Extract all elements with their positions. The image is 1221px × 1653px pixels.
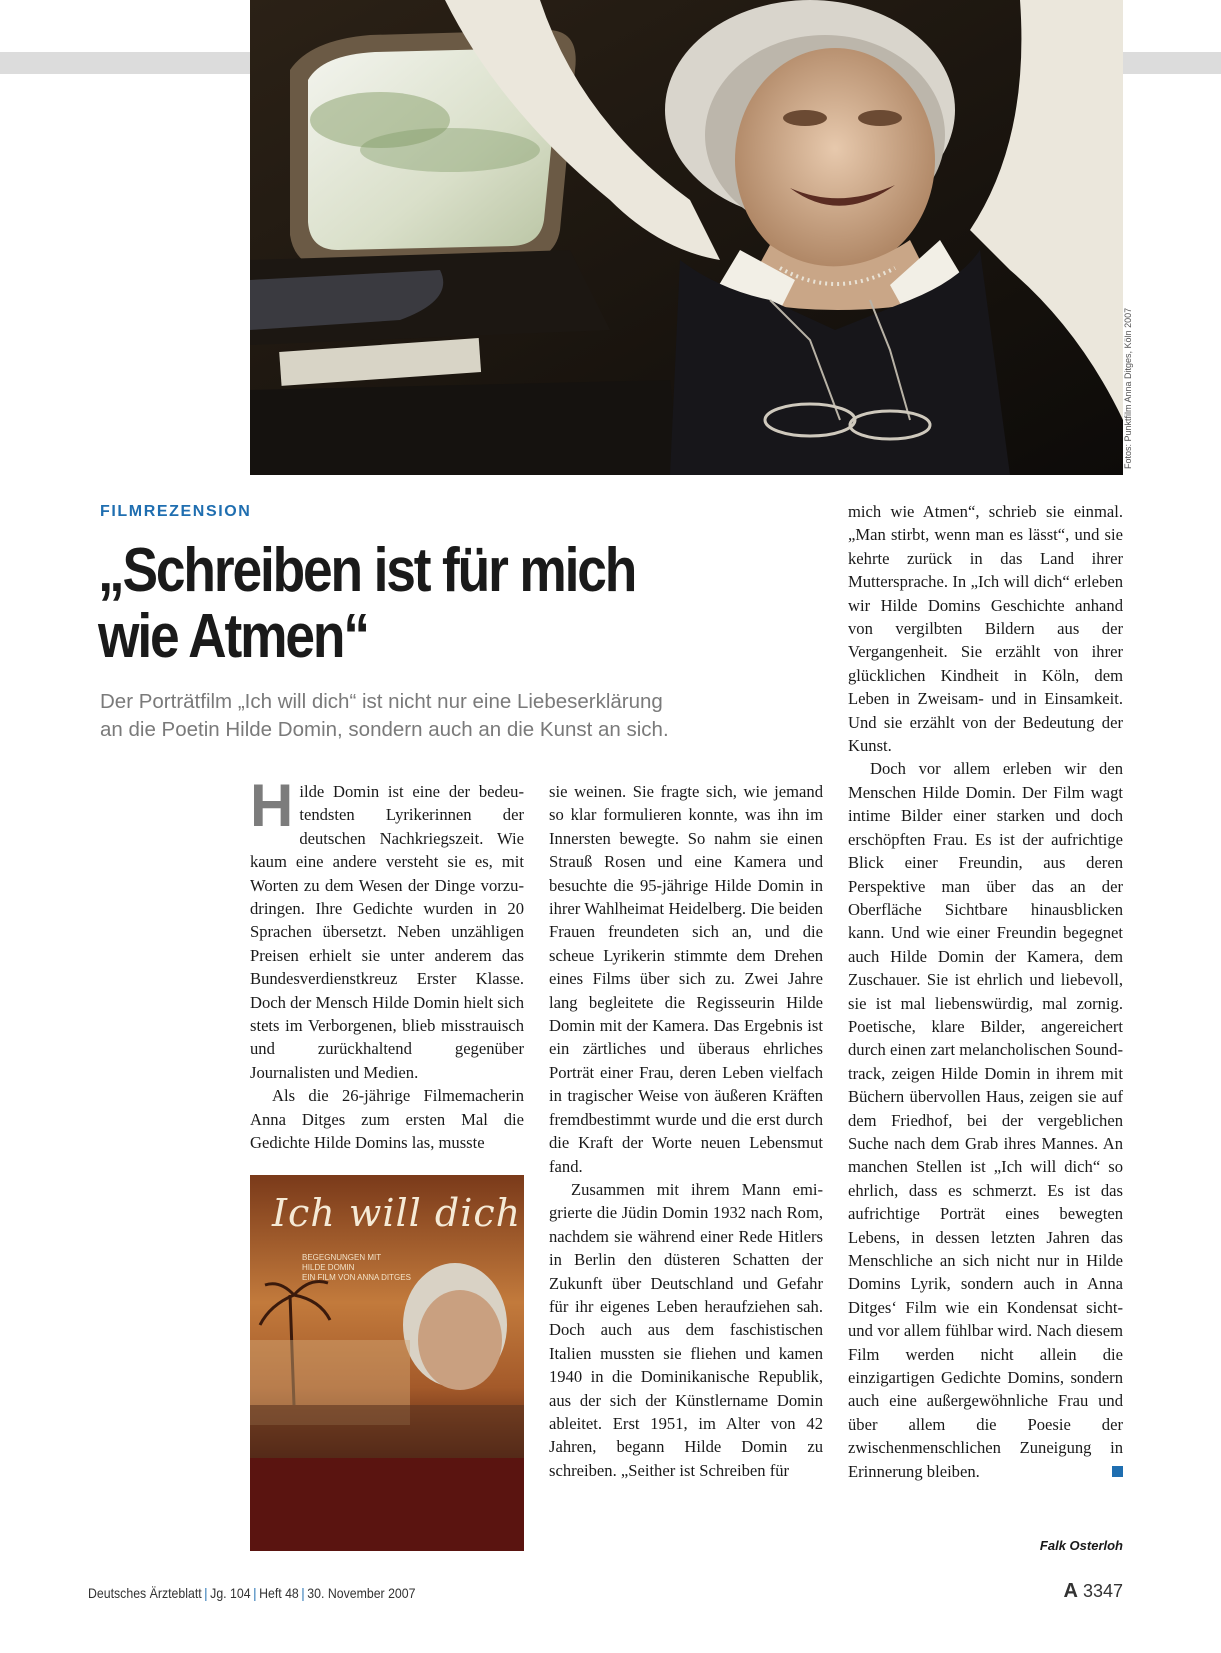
footer-citation (88, 1585, 415, 1601)
poster-subtitle-line: BEGEGNUNGEN MIT (302, 1253, 382, 1262)
deck-line: an die Poetin Hilde Domin, sondern auch an die Kunst an sich. (100, 718, 669, 741)
poster-credits-block (250, 1458, 524, 1551)
page-number (1063, 1580, 1123, 1603)
end-mark-square (1112, 1466, 1123, 1477)
hero-photo (250, 0, 1123, 475)
paragraph: Zusammen mit ihrem Mann emigrierte die Jüdin Domin 1932 nach Rom, nachdem sie während einer Rede Hitlers in Berlin den düsteren Schatten der Zukunft über Deutschland und Gefahr für ihr eigenes Leben heraufziehen sah. Doch auch aus dem faschistischen Italien mussten sie fliehen und kamen 1940 in die Dominikanische Republik, aus der sich der Künstlername Domin ableitet. Erst 1951, im Alter von 42 Jahren, begann Hilde Domin zu schreiben. „Seither ist Schreiben für (549, 1179, 823, 1480)
article-deck (100, 688, 760, 744)
poster-subtitle (302, 1253, 411, 1283)
article-column-3 (848, 500, 1123, 1483)
footer-separator: | (301, 1585, 305, 1601)
paragraph: Als die 26-jährige Filmemacherin Anna Ditges zum ersten Mal die Gedichte Hilde Domins las, musste (250, 1086, 524, 1153)
paragraph: mich wie Atmen“, schrieb sie einmal. „Man stirbt, wenn man es lässt“, und sie kehrte zurück in das Land ihrer Muttersprache. In „Ich will dich“ erleben wir Hilde Domins Geschichte anhand von vergilbten Bildern aus der Vergangenheit. Sie erzählt von ihrer glücklichen Kindheit in Köln, dem Leben in Zweisam- und in Einsamkeit. Und sie erzählt von der Bedeutung der Kunst. (848, 502, 1123, 756)
page-prefix: A (1063, 1580, 1078, 1602)
article-headline (98, 538, 700, 670)
poster-title: Ich will dich (272, 1191, 522, 1235)
footer-separator: | (253, 1585, 257, 1601)
header-bar-right (1123, 52, 1221, 74)
article-column-1 (250, 772, 524, 1155)
paragraph (848, 757, 1123, 1483)
poster-subtitle-line: HILDE DOMIN (302, 1263, 355, 1272)
headline-line: wie Atmen“ (98, 602, 368, 671)
article-author: Falk Osterloh (1039, 1538, 1123, 1553)
footer-issue: Heft 48 (259, 1585, 299, 1601)
poster-subtitle-line: EIN FILM VON ANNA DITGES (302, 1273, 411, 1282)
dropcap: H (250, 772, 294, 839)
paragraph: ilde Domin ist eine der bedeutendsten Lyrikerinnen der deutschen Nachkriegszeit. Wie kaum eine andere versteht sie es, mit Worten zu dem Wesen der Dinge vorzudringen. Ihre Gedichte wurden in 20 Sprachen übersetzt. Neben unzähligen Preisen erhielt sie unter anderem das Bundesverdienstkreuz Erster Klasse. Doch der Mensch Hilde Domin hielt sich stets im Verborgenen, blieb misstrauisch und zurückhaltend gegenüber Journalisten und Medien. (250, 782, 524, 1082)
deck-line: Der Porträtfilm „Ich will dich“ ist nicht nur eine Liebeserklärung (100, 690, 663, 713)
headline-line: „Schreiben ist für mich (98, 536, 636, 605)
footer-separator: | (204, 1585, 208, 1601)
footer-volume: Jg. 104 (210, 1585, 251, 1601)
footer-journal: Deutsches Ärzteblatt (88, 1585, 202, 1601)
page-number-value: 3347 (1082, 1581, 1123, 1601)
paragraph: sie weinen. Sie fragte sich, wie jemand so klar formulieren konnte, was ihn im Innersten bewegte. So nahm sie einen Strauß Rosen und eine Kamera und besuchte die 95-jährige Hilde Domin in ihrer Wahlheimat Heidelberg. Die beiden Frauen freundeten sich an, und die scheue Lyrikerin stimmte dem Drehen eines Films über sich zu. Zwei Jahre lang begleitete die Regisseurin Hilde Domin mit der Kamera. Das Ergebnis ist ein zärtliches und überaus ehrliches Porträt einer Frau, deren Leben vielfach in tragischer Weise von äußeren Kräften fremdbestimmt wurde und die erst durch die Kraft der Worte neuen Lebensmut fand. (549, 782, 823, 1176)
photo-credit: Fotos: Punktfilm Anna Ditges, Köln 2007 (1123, 307, 1133, 469)
film-poster (250, 1175, 524, 1551)
paragraph-text: Doch vor allem erleben wir den Menschen Hilde Domin. Der Film wagt intime Bilder einer starken und doch erschöpften Frau. Es ist der aufrichtige Blick einer Freundin, aus deren Perspektive man über das an der Oberfläche Sichtbare hinausblicken kann. Und wie einer Freundin begegnet auch Hilde Domin der Kamera, dem Zuschauer. Sie ist ehrlich und liebevoll, sie ist mal liebenswürdig, mal zornig. Poetische, klare Bilder, angereichert durch einen zart melancholischen Soundtrack, zeigen Hilde Domin in ihrem mit Büchern übervollen Haus, zeigen sie auf dem Friedhof, bei der vergeblichen Suche nach dem Grab ihres Mannes. An manchen Stellen ist „Ich will dich“ so ehrlich, dass es schmerzt. Es ist das aufrichtige Porträt eines bewegten Lebens, in dessen letzten Jahren das Menschliche an sich nicht nur in Hilde Domins Lyrik, sondern auch in Anna Ditges‘ Film wie ein Kondensat sicht- und vor allem fühlbar wird. Nach diesem Film werden nicht allein die einzigartigen Gedichte Domins, sondern auch eine außergewöhnliche Frau und über allem die Poesie der zwischenmenschlichen Zuneigung in Erinnerung bleiben. (848, 759, 1123, 1481)
footer-date: 30. November 2007 (307, 1585, 416, 1601)
article-column-2 (549, 780, 823, 1482)
header-bar-left (0, 52, 250, 74)
article-kicker: FILMREZENSION (100, 503, 252, 520)
